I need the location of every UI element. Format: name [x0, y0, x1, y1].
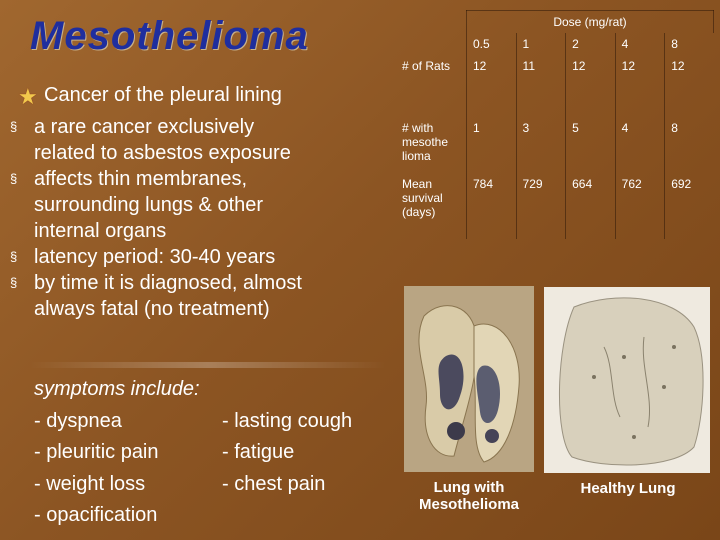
bullet-item	[10, 166, 370, 244]
symptom-item: - opacification	[34, 504, 158, 526]
table-cell	[396, 33, 467, 55]
bullet-line: surrounding lungs & other	[34, 194, 264, 216]
bullet-item	[10, 114, 370, 166]
caption-line: Lung with	[433, 479, 505, 496]
mesothelioma-lung-image	[404, 286, 534, 472]
bullet-line: latency period: 30-40 years	[34, 246, 276, 268]
bullet-line: a rare cancer exclusively	[34, 116, 255, 138]
table-cell: 4	[615, 117, 665, 173]
bullet-line: internal organs	[34, 220, 167, 242]
dose-value: 2	[566, 33, 616, 55]
symptom-item: - lasting cough	[222, 409, 353, 432]
dose-value: 0.5	[467, 33, 517, 55]
bullet-list	[10, 114, 370, 322]
table-header-row	[396, 11, 714, 34]
bullet-line: affects thin membranes,	[34, 168, 248, 190]
symptoms-block	[34, 374, 392, 532]
row-label: Mean survival (days)	[402, 177, 443, 219]
bullet-marker-icon: §	[10, 171, 18, 186]
bullet-marker-icon: §	[10, 249, 18, 264]
symptoms-heading: symptoms include:	[34, 378, 200, 400]
table-cell: 12	[615, 55, 665, 117]
table-cell: 3	[516, 117, 566, 173]
table-cell: 664	[566, 173, 616, 239]
table-corner	[396, 11, 467, 34]
dose-value: 4	[615, 33, 665, 55]
left-image-caption	[400, 479, 538, 513]
row-label: # of Rats	[402, 59, 451, 73]
symptom-item: - chest pain	[222, 472, 326, 495]
right-image-caption: Healthy Lung	[580, 480, 676, 497]
table-cell: 1	[467, 117, 517, 173]
bullet-marker-icon: §	[10, 275, 18, 290]
table-cell: 692	[665, 173, 714, 239]
dose-value: 8	[665, 33, 714, 55]
bullet-marker-icon: §	[10, 119, 18, 134]
table-cell: 8	[665, 117, 714, 173]
table-cell: 11	[516, 55, 566, 117]
row-label: # with mesothe lioma	[402, 121, 449, 163]
table-cell: 729	[516, 173, 566, 239]
star-icon: ★	[18, 84, 38, 109]
table-cell: 12	[467, 55, 517, 117]
symptom-item: - weight loss	[34, 472, 146, 495]
table-row	[396, 117, 714, 173]
dose-value: 1	[516, 33, 566, 55]
table-cell: 12	[665, 55, 714, 117]
star-bullet-text: Cancer of the pleural lining	[44, 84, 282, 106]
bullet-line: always fatal (no treatment)	[34, 298, 270, 320]
symptom-item: - dyspnea	[34, 409, 122, 432]
caption-line: Mesothelioma	[418, 496, 520, 513]
table-row	[396, 55, 714, 117]
healthy-lung-image	[544, 287, 710, 473]
table-row	[396, 173, 714, 239]
bullet-line: by time it is diagnosed, almost	[34, 272, 302, 294]
table-row	[396, 33, 714, 55]
table-cell: 784	[467, 173, 517, 239]
bullet-line: related to asbestos exposure	[34, 142, 291, 164]
table-cell: 12	[566, 55, 616, 117]
bullet-item	[10, 244, 370, 270]
symptom-item: - pleuritic pain	[34, 441, 159, 463]
dose-table	[396, 10, 714, 239]
table-cell: 5	[566, 117, 616, 173]
slide-title: Mesothelioma	[30, 14, 309, 58]
table-cell: 762	[615, 173, 665, 239]
symptoms-grid	[34, 406, 392, 532]
bullet-item	[10, 270, 370, 322]
dose-header: Dose (mg/rat)	[467, 11, 714, 34]
divider	[30, 362, 386, 368]
symptom-item: - fatigue	[222, 441, 295, 463]
